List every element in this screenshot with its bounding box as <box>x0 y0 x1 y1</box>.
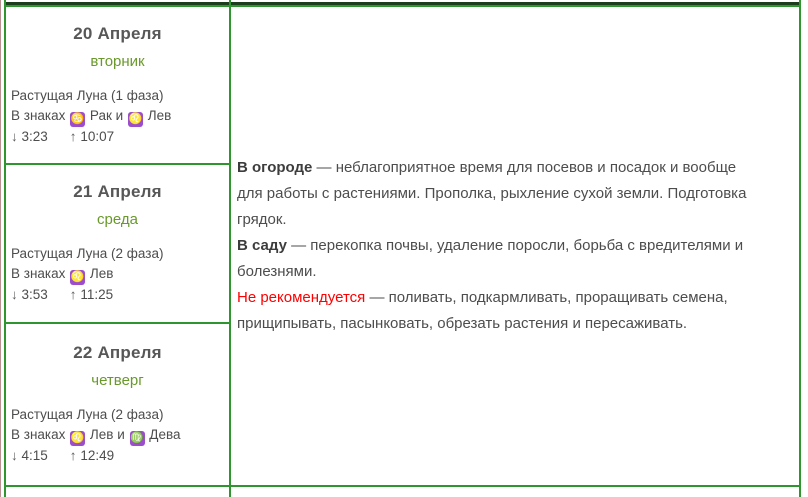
in-signs-label: В знаках <box>11 427 66 442</box>
day-info <box>6 86 229 147</box>
moonrise-time <box>70 129 114 144</box>
moon-phase: Растущая Луна (1 фаза) <box>11 87 164 103</box>
moonset-value: 3:53 <box>21 287 48 302</box>
table-right-border <box>799 0 801 497</box>
zodiac-signs-line <box>11 106 229 127</box>
up-arrow-icon: ↑ <box>69 287 77 302</box>
recommendations-cell <box>231 7 799 485</box>
orchard-text: — перекопка почвы, удаление поросли, борьба с вредителями и болезнями. <box>237 237 744 280</box>
moonrise-value: 10:07 <box>80 128 115 144</box>
day-date: 21 Апреля <box>73 182 162 201</box>
moonset-time <box>11 129 48 144</box>
moon-times-line <box>11 446 229 466</box>
day-weekday: четверг <box>91 372 144 389</box>
page-left-edge <box>0 0 1 497</box>
garden-paragraph <box>237 155 765 233</box>
zodiac-leo-icon: ♌ <box>70 432 85 444</box>
moonset-value: 3:23 <box>21 128 48 144</box>
not-recommended-text: — поливать, подкармливать, проращивать семена, прищипывать, пасынковать, обрезать растения и пересаживать. <box>237 289 728 332</box>
moon-times-line <box>11 127 229 147</box>
day-weekday: среда <box>97 211 138 228</box>
and-label: и <box>115 107 124 123</box>
moonrise-time <box>70 448 114 463</box>
zodiac-virgo-icon: ♍ <box>130 432 144 444</box>
moonset-time <box>11 287 48 302</box>
zodiac-name: Лев <box>147 107 172 123</box>
day-info <box>6 244 229 305</box>
day-date: 20 Апреля <box>73 23 162 43</box>
down-arrow-icon: ↓ <box>11 128 18 144</box>
moonrise-value: 12:49 <box>80 448 115 463</box>
zodiac-leo-icon: ♌ <box>128 112 143 125</box>
in-signs-label: В знаках <box>11 266 66 281</box>
up-arrow-icon: ↑ <box>69 128 77 144</box>
zodiac-name: Рак <box>89 107 112 123</box>
day-info <box>6 405 229 466</box>
day-date: 22 Апреля <box>73 343 162 362</box>
zodiac-name: Дева <box>149 427 181 442</box>
moonrise-value: 11:25 <box>80 287 114 302</box>
day-cell-22-april <box>6 324 229 485</box>
orchard-label: В саду <box>237 237 287 254</box>
down-arrow-icon: ↓ <box>11 287 18 302</box>
day-cell-20-april <box>6 7 229 163</box>
in-signs-label: В знаках <box>11 107 66 123</box>
not-recommended-label: Не рекомендуется <box>237 289 366 306</box>
up-arrow-icon: ↑ <box>69 448 77 463</box>
recommendations-text <box>231 155 799 337</box>
and-label: и <box>117 427 125 442</box>
moon-phase: Растущая Луна (2 фаза) <box>11 246 164 261</box>
down-arrow-icon: ↓ <box>11 448 18 463</box>
moonset-time <box>11 448 48 463</box>
zodiac-signs-line <box>11 264 229 285</box>
moon-phase: Растущая Луна (2 фаза) <box>11 407 164 422</box>
moon-times-line <box>11 285 229 305</box>
moonset-value: 4:15 <box>21 448 48 463</box>
orchard-paragraph <box>237 233 765 285</box>
zodiac-leo-icon: ♌ <box>70 271 85 283</box>
zodiac-signs-line <box>11 425 229 446</box>
zodiac-cancer-icon: ♋ <box>70 112 85 125</box>
garden-label: В огороде <box>237 159 313 176</box>
not-recommended-paragraph <box>237 285 765 337</box>
zodiac-name: Лев <box>89 266 114 281</box>
moonrise-time <box>70 287 113 302</box>
table-bottom-border <box>4 485 801 487</box>
day-cell-21-april <box>6 165 229 322</box>
zodiac-name: Лев <box>89 427 114 442</box>
garden-text: — неблагоприятное время для посевов и посадок и вообще для работы с растениями. Прополка, рыхление сухой земли. Подготовка грядок. <box>237 159 747 228</box>
day-weekday: вторник <box>90 52 145 70</box>
